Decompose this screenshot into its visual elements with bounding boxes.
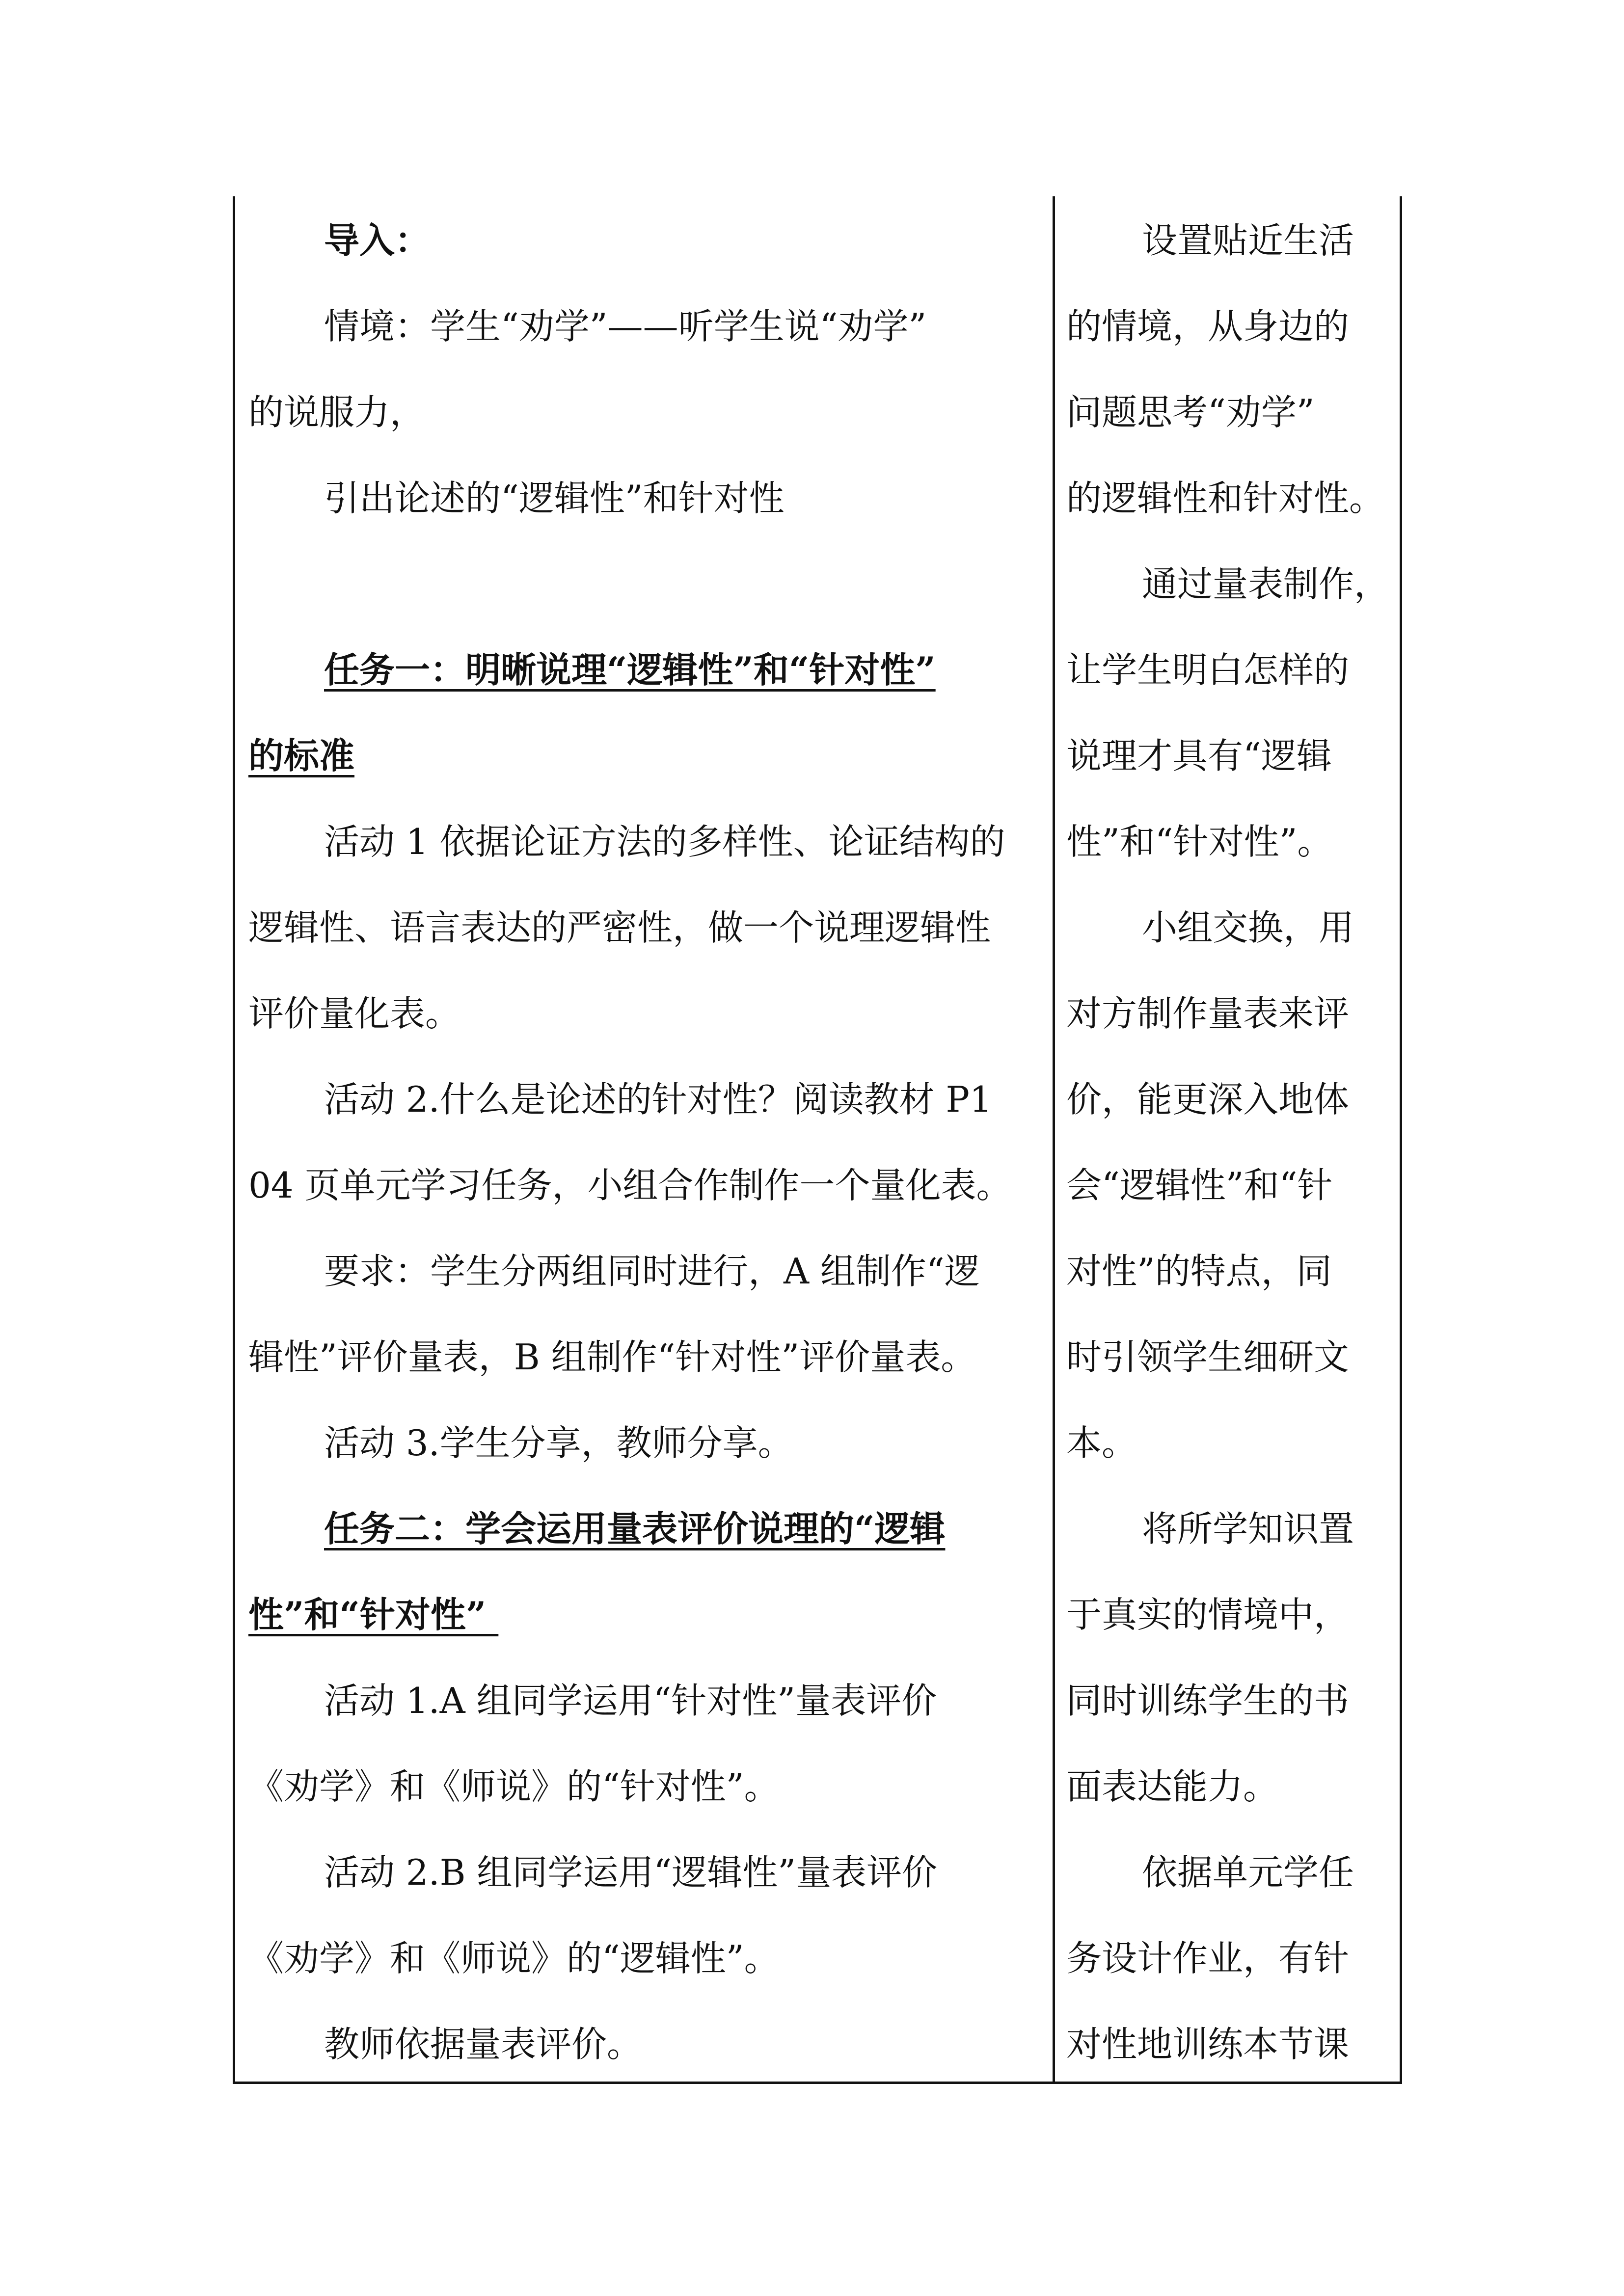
- process-line: [324, 1507, 1134, 1551]
- process-line: 活动 1 依据论证方法的多样性、论证结构的: [324, 821, 1005, 862]
- process-underlined-text: 性”和“针对性”: [248, 1594, 499, 1635]
- process-line: 的说服力，: [248, 392, 426, 433]
- process-line: 04 页单元学习任务，小组合作制作一个量化表。: [248, 1165, 1012, 1206]
- intent-line: 对方制作量表来评: [1066, 993, 1350, 1034]
- process-line: 《劝学》和《师说》的“针对性”。: [248, 1766, 780, 1807]
- intent-line: 通过量表制作，: [1142, 563, 1390, 605]
- process-line: [248, 734, 1058, 778]
- intent-line: 同时训练学生的书: [1066, 1680, 1350, 1721]
- process-line: 活动 3.学生分享，教师分享。: [324, 1422, 793, 1464]
- intent-line: 对性”的特点，同: [1066, 1251, 1332, 1292]
- process-line: 活动 2.B 组同学运用“逻辑性”量表评价: [324, 1852, 937, 1893]
- intent-line: 让学生明白怎样的: [1066, 649, 1350, 691]
- intent-line: 务设计作业，有针: [1066, 1938, 1350, 1979]
- process-line: [248, 1593, 1058, 1637]
- process-line: 情境：学生“劝学”——听学生说“劝学”: [324, 306, 927, 347]
- process-line: 引出论述的“逻辑性”和针对性: [324, 478, 785, 519]
- intent-line: 性”和“针对性”。: [1066, 821, 1333, 862]
- process-line: 逻辑性、语言表达的严密性，做一个说理逻辑性: [248, 907, 991, 948]
- intent-line: 问题思考“劝学”: [1066, 392, 1315, 433]
- process-line: 活动 1.A 组同学运用“针对性”量表评价: [324, 1680, 937, 1721]
- intent-line: 对性地训练本节课: [1066, 2024, 1350, 2065]
- process-underlined-text: 任务一：明晰说理“逻辑性”和“针对性”: [324, 649, 936, 691]
- process-line: 教师依据量表评价。: [324, 2024, 643, 2065]
- intent-line: 说理才具有“逻辑: [1066, 735, 1332, 776]
- intent-line: 依据单元学任: [1142, 1852, 1354, 1893]
- intent-line: 会“逻辑性”和“针: [1066, 1165, 1333, 1206]
- intent-line: 面表达能力。: [1066, 1766, 1279, 1807]
- process-underlined-text: 的标准: [248, 735, 355, 776]
- intent-line: 价，能更深入地体: [1066, 1079, 1350, 1120]
- process-line: 辑性”评价量表，B 组制作“针对性”评价量表。: [248, 1336, 976, 1378]
- process-line: 导入：: [324, 219, 431, 261]
- intent-line: 时引领学生细研文: [1066, 1336, 1350, 1378]
- intent-line: 小组交换，用: [1142, 907, 1354, 948]
- intent-line: 设置贴近生活: [1142, 220, 1354, 261]
- process-line: 要求：学生分两组同时进行，A 组制作“逻: [324, 1251, 980, 1292]
- process-line: [324, 648, 1134, 692]
- process-line: 活动 2.什么是论述的针对性？阅读教材 P1: [324, 1079, 992, 1120]
- intent-line: 于真实的情境中，: [1066, 1594, 1350, 1635]
- process-line: 评价量化表。: [248, 993, 461, 1034]
- process-underlined-text: 任务二：学会运用量表评价说理的“逻辑: [324, 1508, 946, 1549]
- intent-line: 的情境，从身边的: [1066, 306, 1350, 347]
- intent-line: 将所学知识置: [1142, 1508, 1354, 1549]
- process-line: 《劝学》和《师说》的“逻辑性”。: [248, 1938, 780, 1979]
- intent-line: 本。: [1066, 1422, 1137, 1464]
- intent-line: 的逻辑性和针对性。: [1066, 478, 1385, 519]
